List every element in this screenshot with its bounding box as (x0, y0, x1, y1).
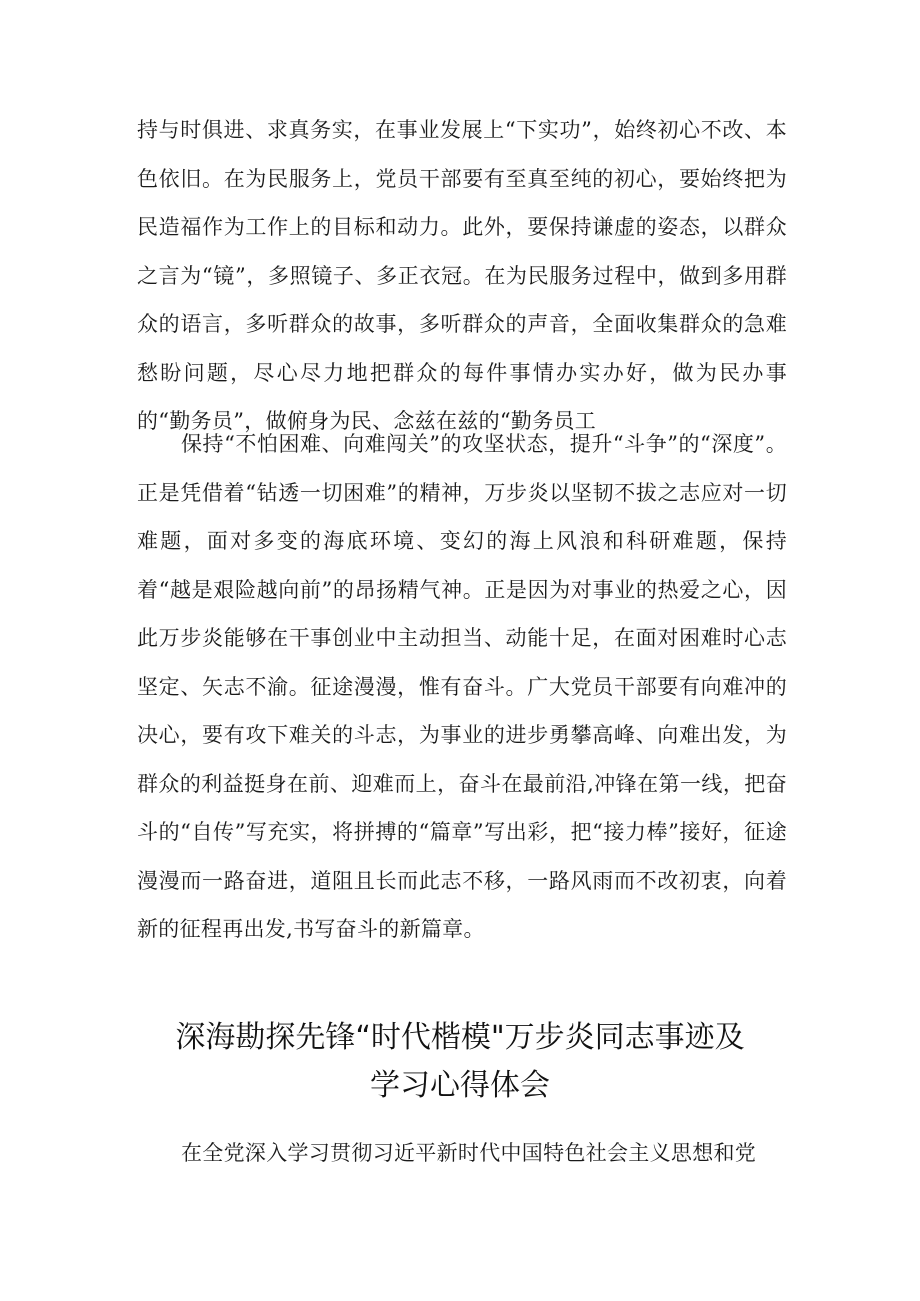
article-heading-line2: 学习心得体会 (370, 1068, 550, 1103)
body-paragraph-service: 持与时俱进、求真务实，在事业发展上“下实功”，始终初心不改、本色依旧。在为民服务上，党员干部要有至真至纯的初心，要始终把为民造福作为工作上的目标和动力。此外，要保持谦虚的姿态，以群众之言为“镜”，多照镜子、多正衣冠。在为民服务过程中，做到多用群众的语言，多听群众的故事，多听群众的声音，全面收集群众的急难愁盼问题，尽心尽力地把群众的每件事情办实办好，做为民办事的“勤务员”，做俯身为民、念兹在兹的“勤务员工 (137, 118, 787, 433)
article-heading-line1: 深海勘探先锋“时代楷模"万步炎同志事迹及 (175, 1020, 745, 1055)
article-heading (120, 1014, 800, 1110)
body-paragraph-intro: 在全党深入学习贯彻习近平新时代中国特色社会主义思想和党 (181, 1141, 757, 1165)
body-paragraph-struggle: 保持“不怕困难、向难闯关”的攻坚状态，提升“斗争”的“深度”。正是凭借着“钻透一切困难”的精神，万步炎以坚韧不拔之志应对一切难题，面对多变的海底环境、变幻的海上风浪和科研难题，保持着“越是艰险越向前”的昂扬精气神。正是因为对事业的热爱之心，因此万步炎能够在干事创业中主动担当、动能十足，在面对困难时心志坚定、矢志不渝。征途漫漫，惟有奋斗。广大党员干部要有向难冲的决心，要有攻下难关的斗志，为事业的进步勇攀高峰、向难出发，为群众的利益挺身在前、迎难而上，奋斗在最前沿,冲锋在第一线，把奋斗的“自传”写充实，将拼搏的“篇章”写出彩，把“接力棒”接好，征途漫漫而一路奋进，道阻且长而此志不移，一路风雨而不改初衷，向着新的征程再出发,书写奋斗的新篇章。 (137, 432, 787, 941)
